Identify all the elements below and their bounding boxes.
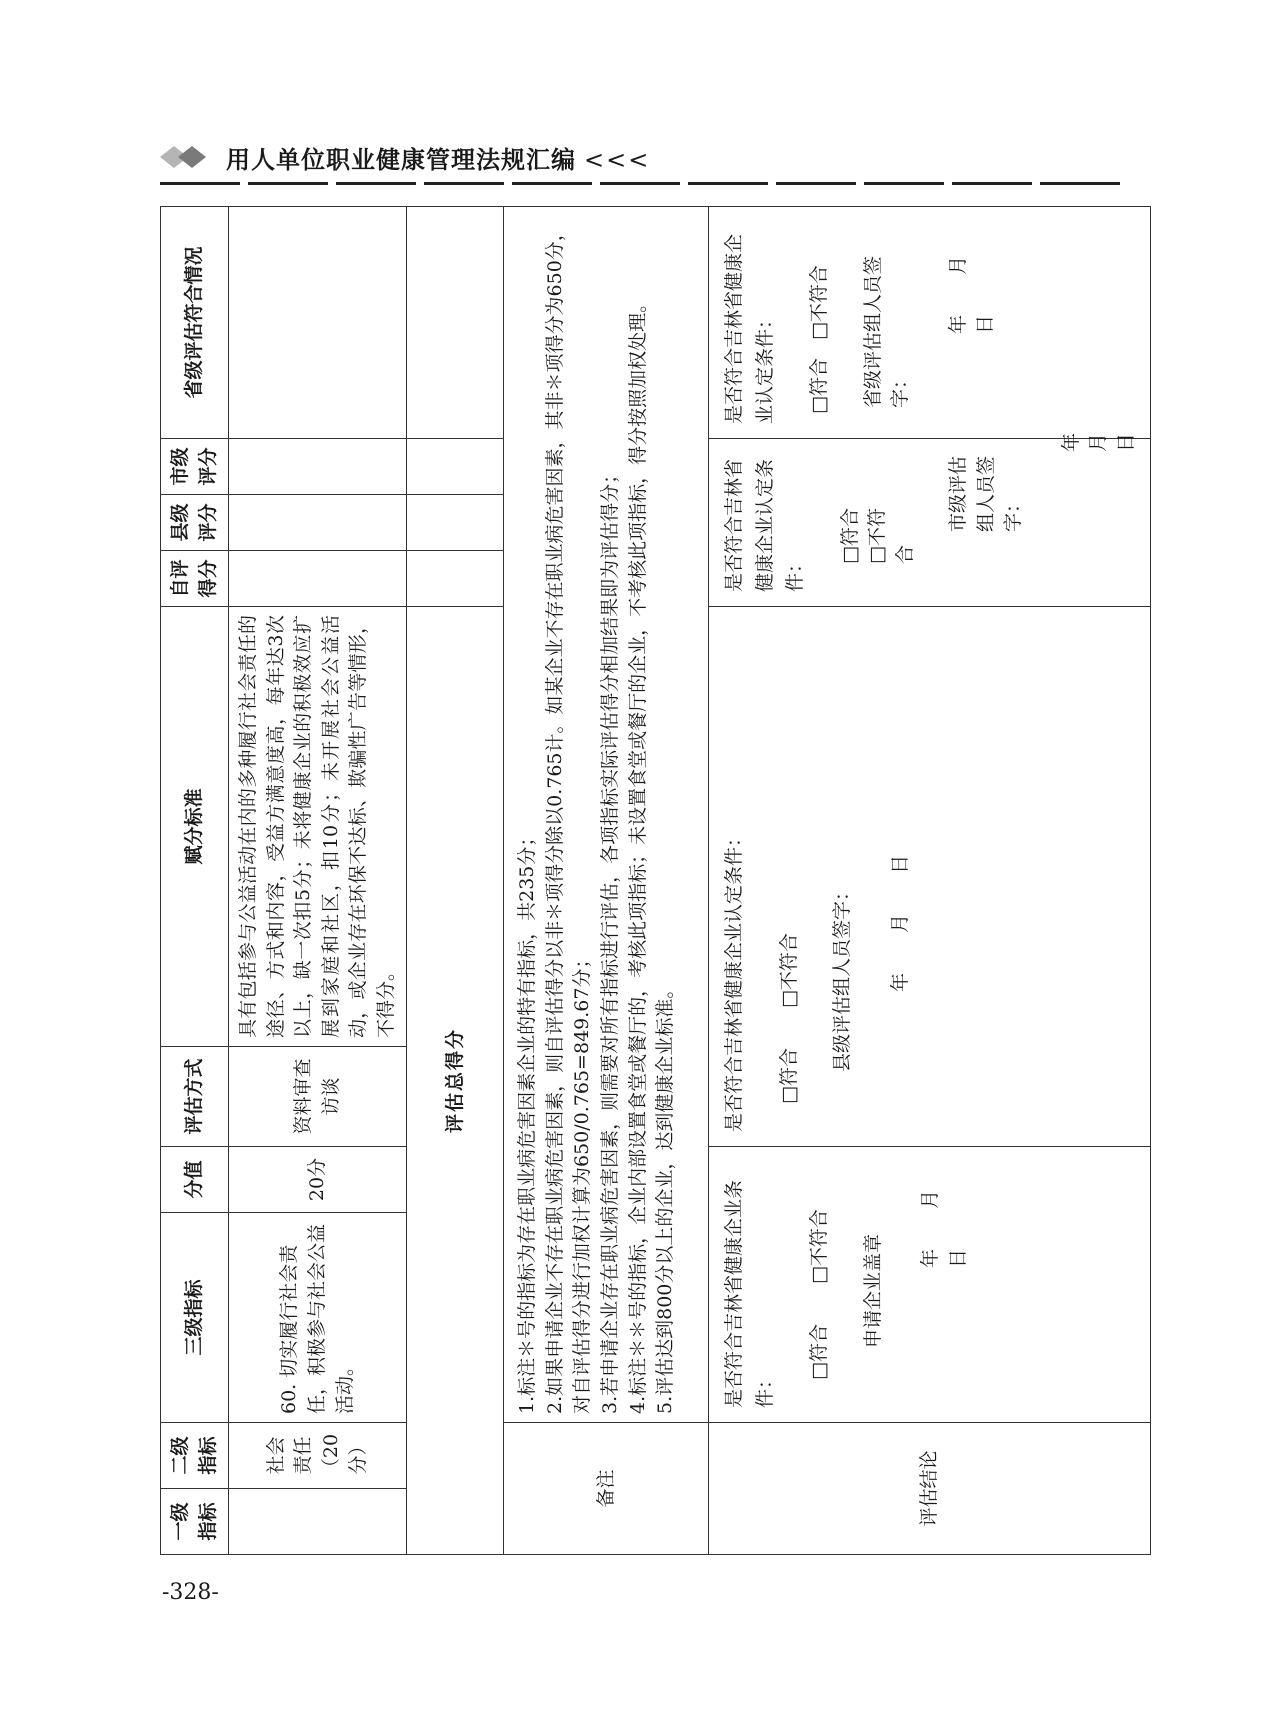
note-item: 2.如果申请企业不存在职业病危害因素，则自评估得分以非＊项得分除以0.765计。如某企业不存在职业病危害因素，其非＊项得分为650分，对自评估得分进行加权计算为650/0.765=849.67分； xyxy=(543,222,594,1414)
page-number: -328- xyxy=(162,1580,219,1605)
signer-label: 市级评估组人员签字： xyxy=(947,455,1025,532)
note-item: 1.标注＊号的指标为存在职业病危害因素企业的特有指标，共235分； xyxy=(516,827,539,1414)
cell-criteria: 具有包括参与公益活动在内的多种履行社会责任的途径、方式和内容，受益方满意度高，每年达3次以上，缺一次扣5分；未将健康企业的积极效应扩展到家庭和社区，扣10分；未开展社会公益活动，或企业存在环保不达标、欺骗性广告等情形，不得分。 xyxy=(229,607,407,1047)
checkbox-not-conform[interactable]: □不符合 xyxy=(808,265,831,341)
chevron-marks: <<< xyxy=(584,146,651,174)
date-label: 年 月 日 xyxy=(1059,432,1137,452)
conclusion-label: 评估结论 xyxy=(709,1423,1151,1555)
note-item: 5.评估达到800分以上的企业，达到健康企业标准。 xyxy=(654,979,677,1414)
cell-self-score xyxy=(229,551,407,607)
checkbox-conform[interactable]: □符合 xyxy=(808,1324,831,1380)
header-level1: 一级指标 xyxy=(161,1489,229,1555)
date-label: 年 月 日 xyxy=(946,255,997,334)
signer-label: 申请企业盖章 xyxy=(861,1233,884,1348)
cell-method: 资料审查访谈 xyxy=(229,1047,407,1147)
cell-level1 xyxy=(229,1489,407,1555)
book-title xyxy=(226,140,650,175)
notes-content xyxy=(504,207,709,1423)
date-label: 年 月 日 xyxy=(888,854,911,992)
total-county-score xyxy=(407,495,504,551)
note-item: 3.若申请企业存在职业病危害因素，则需要对所有指标进行评估，各项指标实际评估得分相加结果即为评估得分； xyxy=(599,464,622,1414)
total-province-score xyxy=(407,207,504,439)
running-header xyxy=(160,138,1120,178)
table-row xyxy=(229,207,407,1555)
total-city-score xyxy=(407,439,504,495)
conclusion-province xyxy=(709,207,1151,439)
notes-label: 备注 xyxy=(504,1423,709,1555)
checkbox-conform[interactable]: □符合 xyxy=(777,1048,800,1104)
table-header-row xyxy=(161,207,229,1555)
conclusion-options xyxy=(806,221,834,424)
checkbox-conform[interactable]: □符合 xyxy=(808,358,831,414)
checkbox-not-conform[interactable]: □不符合 xyxy=(866,508,916,564)
cell-province-score xyxy=(229,207,407,439)
conclusion-question: 是否符合吉林省健康企业认定条件： xyxy=(723,827,746,1132)
cell-county-score xyxy=(229,495,407,551)
header-province-score: 省级评估符合情况 xyxy=(161,207,229,439)
conclusion-enterprise xyxy=(709,1147,1151,1423)
header-city-score: 市级评分 xyxy=(161,439,229,495)
conclusion-county xyxy=(709,607,1151,1147)
assessment-table xyxy=(160,206,1151,1555)
header-county-score: 县级评分 xyxy=(161,495,229,551)
conclusion-options xyxy=(806,1161,834,1408)
total-score-row xyxy=(407,207,504,1555)
header-level3: 三级指标 xyxy=(161,1213,229,1423)
cell-level2: 社会责任（20分） xyxy=(229,1423,407,1489)
conclusion-row xyxy=(709,207,1151,1555)
conclusion-options xyxy=(776,621,804,1132)
cell-city-score xyxy=(229,439,407,495)
total-self-score xyxy=(407,551,504,607)
book-title-text: 用人单位职业健康管理法规汇编 xyxy=(226,145,576,174)
rotated-table-sheet xyxy=(160,207,1137,1555)
header-level2: 二级指标 xyxy=(161,1423,229,1489)
conclusion-question: 是否符合吉林省健康企业认定条件： xyxy=(723,233,776,424)
header-criteria: 赋分标准 xyxy=(161,607,229,1047)
conclusion-question: 是否符合吉林省健康企业认定条件： xyxy=(723,458,807,592)
notes-row xyxy=(504,207,709,1555)
date-label: 年 月 日 xyxy=(919,1189,969,1268)
conclusion-city xyxy=(709,432,1151,607)
double-diamond-icon xyxy=(160,144,230,170)
signer-label: 省级评估组人员签字： xyxy=(861,255,912,408)
total-score-label: 评估总得分 xyxy=(407,607,504,1555)
checkbox-not-conform[interactable]: □不符合 xyxy=(808,1209,831,1285)
conclusion-question: 是否符合吉林省健康企业条件： xyxy=(723,1179,776,1408)
checkbox-conform[interactable]: □符合 xyxy=(838,508,861,564)
cell-points: 20分 xyxy=(229,1147,407,1213)
signer-label: 县级评估组人员签字： xyxy=(831,881,854,1072)
cell-level3: 60. 切实履行社会责任，积极参与社会公益活动。 xyxy=(229,1213,407,1423)
note-item: 4.标注＊＊号的指标，企业内部设置食堂或餐厅的，考核此项指标；未设置食堂或餐厅的企业，不考核此项指标，得分按照加权处理。 xyxy=(626,293,649,1414)
header-points: 分值 xyxy=(161,1147,229,1213)
conclusion-options xyxy=(837,453,920,592)
header-self-score: 自评得分 xyxy=(161,551,229,607)
checkbox-not-conform[interactable]: □不符合 xyxy=(777,933,800,1009)
header-rule xyxy=(160,182,1120,186)
header-method: 评估方式 xyxy=(161,1047,229,1147)
